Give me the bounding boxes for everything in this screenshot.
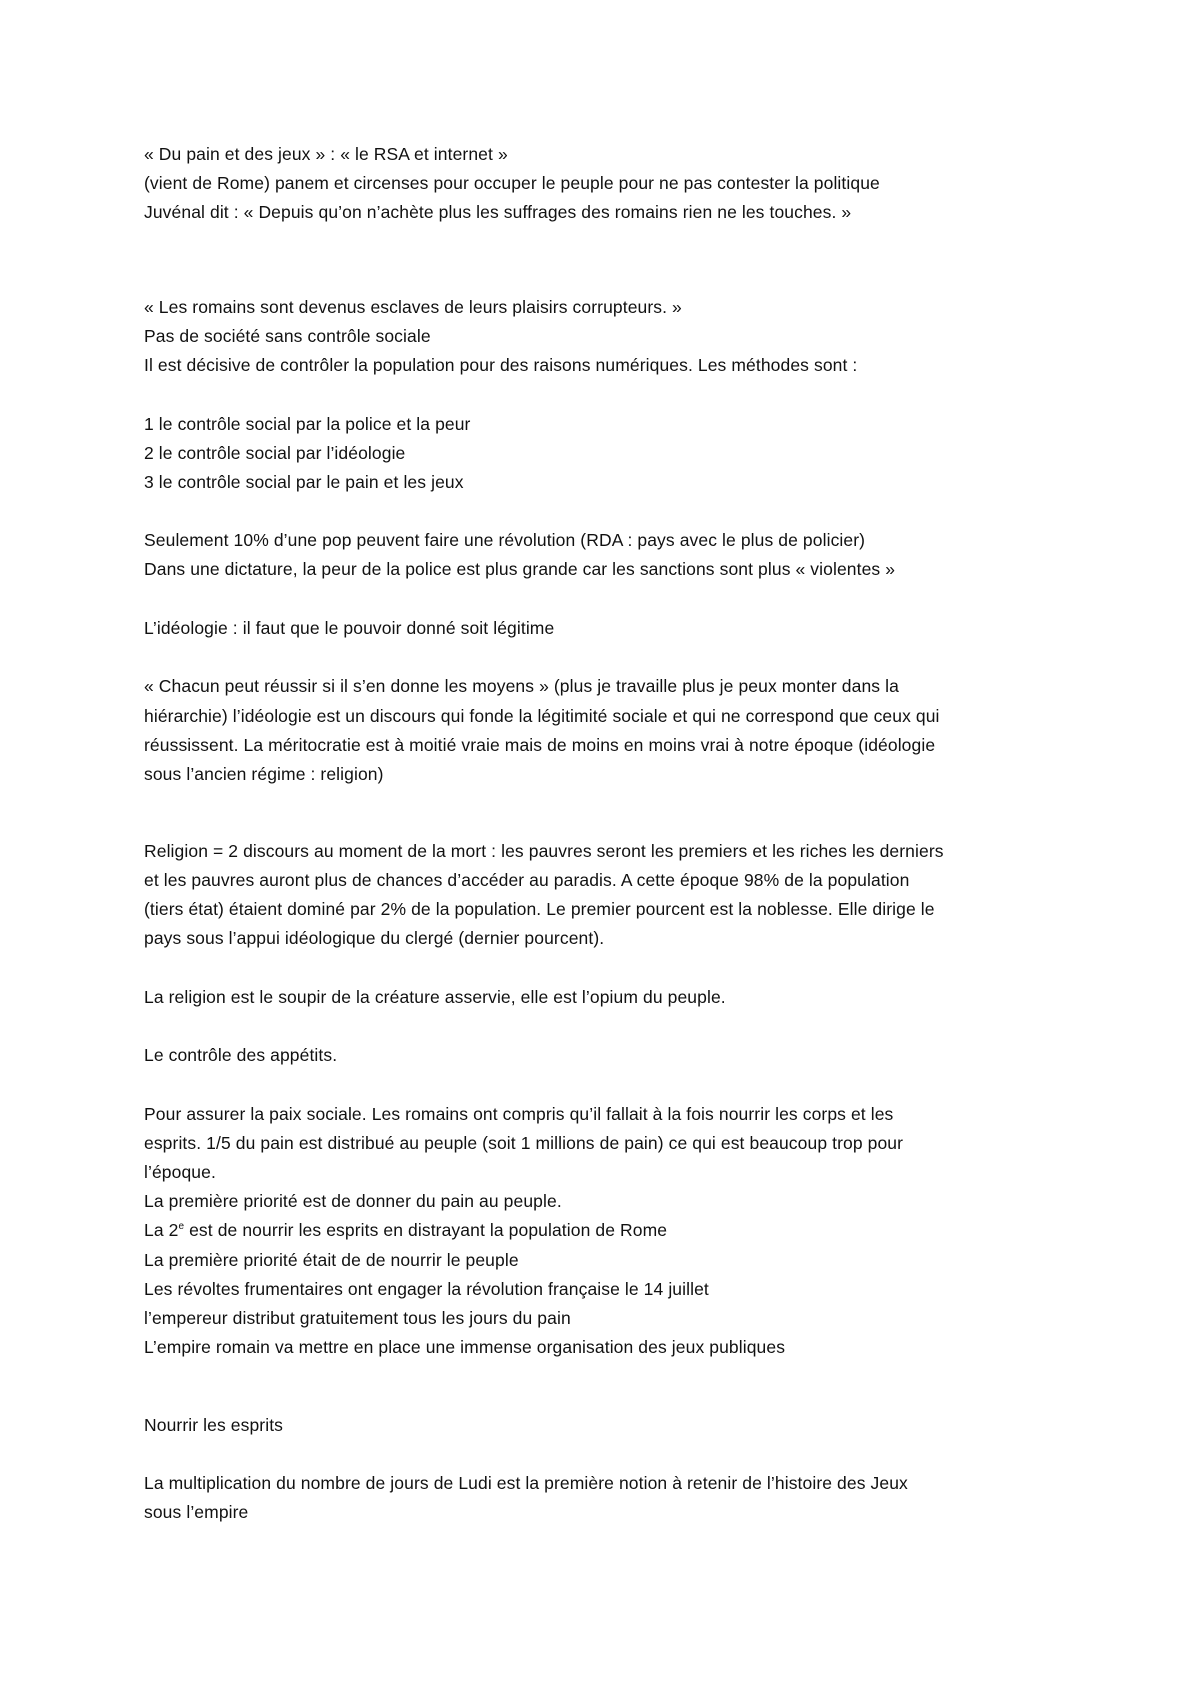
text-line: Pour assurer la paix sociale. Les romains ont compris qu’il fallait à la fois nourrir les corps et les bbox=[144, 1104, 894, 1124]
text-line: et les pauvres auront plus de chances d’accéder au paradis. A cette époque 98% de la population bbox=[144, 870, 910, 890]
text-line: La première priorité était de de nourrir le peuple bbox=[144, 1250, 519, 1270]
text-line: Dans une dictature, la peur de la police est plus grande car les sanctions sont plus « violentes » bbox=[144, 559, 896, 579]
text-line: Il est décisive de contrôler la population pour des raisons numériques. Les méthodes sont : bbox=[144, 355, 858, 375]
text-line: Nourrir les esprits bbox=[144, 1415, 284, 1435]
text-line: La multiplication du nombre de jours de Ludi est la première notion à retenir de l’histoire des Jeux bbox=[144, 1473, 908, 1493]
text-line: esprits. 1/5 du pain est distribué au peuple (soit 1 millions de pain) ce qui est beaucoup trop pour bbox=[144, 1133, 904, 1153]
superscript: e bbox=[178, 1221, 185, 1233]
text-fragment: est de nourrir les esprits en distrayant la population de Rome bbox=[184, 1220, 668, 1240]
text-line: l’époque. bbox=[144, 1162, 216, 1182]
text-line: L’idéologie : il faut que le pouvoir donné soit légitime bbox=[144, 618, 555, 638]
text-line: l’empereur distribut gratuitement tous les jours du pain bbox=[144, 1308, 571, 1328]
text-line: La religion est le soupir de la créature asservie, elle est l’opium du peuple. bbox=[144, 987, 726, 1007]
text-line: 3 le contrôle social par le pain et les jeux bbox=[144, 472, 464, 492]
text-line: (tiers état) étaient dominé par 2% de la population. Le premier pourcent est la noblesse. Elle dirige le bbox=[144, 899, 935, 919]
text-line: 2 le contrôle social par l’idéologie bbox=[144, 443, 406, 463]
text-line: hiérarchie) l’idéologie est un discours qui fonde la légitimité sociale et qui ne correspond que ceux qui bbox=[144, 706, 940, 726]
text-line: (vient de Rome) panem et circenses pour occuper le peuple pour ne pas contester la politique bbox=[144, 173, 880, 193]
text-line: sous l’ancien régime : religion) bbox=[144, 764, 384, 784]
text-line: « Du pain et des jeux » : « le RSA et internet » bbox=[144, 144, 508, 164]
text-line: « Les romains sont devenus esclaves de leurs plaisirs corrupteurs. » bbox=[144, 297, 682, 317]
text-line: Seulement 10% d’une pop peuvent faire une révolution (RDA : pays avec le plus de policier) bbox=[144, 530, 866, 550]
text-line: Religion = 2 discours au moment de la mort : les pauvres seront les premiers et les riches les derniers bbox=[144, 841, 944, 861]
text-line: « Chacun peut réussir si il s’en donne les moyens » (plus je travaille plus je peux monter dans la bbox=[144, 676, 899, 696]
text-line: La première priorité est de donner du pain au peuple. bbox=[144, 1191, 562, 1211]
text-fragment: La 2 bbox=[144, 1220, 179, 1240]
text-line: L’empire romain va mettre en place une immense organisation des jeux publiques bbox=[144, 1337, 786, 1357]
text-line: Juvénal dit : « Depuis qu’on n’achète plus les suffrages des romains rien ne les touches. » bbox=[144, 202, 852, 222]
text-line: réussissent. La méritocratie est à moitié vraie mais de moins en moins vrai à notre époque (idéologie bbox=[144, 735, 936, 755]
text-line: Le contrôle des appétits. bbox=[144, 1045, 338, 1065]
text-line: pays sous l’appui idéologique du clergé (dernier pourcent). bbox=[144, 928, 605, 948]
text-line: Les révoltes frumentaires ont engager la révolution française le 14 juillet bbox=[144, 1279, 709, 1299]
text-line: 1 le contrôle social par la police et la peur bbox=[144, 414, 471, 434]
text-line: Pas de société sans contrôle sociale bbox=[144, 326, 431, 346]
text-line: sous l’empire bbox=[144, 1502, 249, 1522]
text-line bbox=[144, 1219, 667, 1241]
